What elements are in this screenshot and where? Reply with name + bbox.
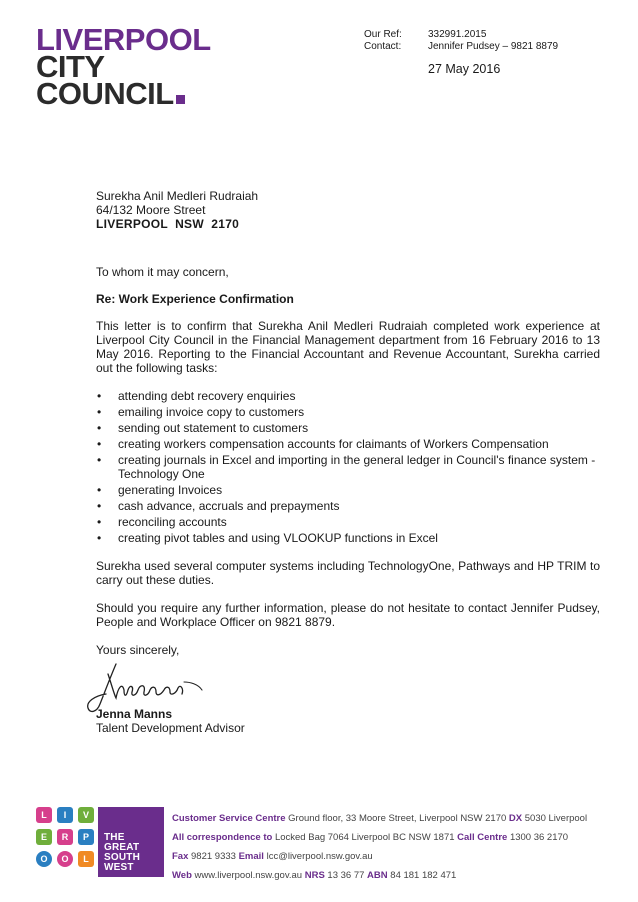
csc-label: Customer Service Centre	[172, 813, 286, 824]
task-text: reconciling accounts	[118, 515, 227, 529]
abn-label: ABN	[367, 870, 388, 881]
list-item	[96, 483, 600, 497]
list-item	[96, 421, 600, 435]
great-south-west-badge	[36, 807, 164, 877]
bullet-icon: •	[97, 483, 102, 497]
badge-tile: L	[36, 807, 52, 823]
bullet-icon: •	[97, 405, 102, 419]
dx-value: 5030 Liverpool	[524, 813, 588, 824]
subject-line: Re: Work Experience Confirmation	[96, 292, 294, 306]
logo-line-city: CITY	[36, 49, 105, 84]
letter-date: 27 May 2016	[428, 62, 501, 76]
task-text: creating workers compensation accounts for claimants of Workers Compensation	[118, 437, 549, 451]
council-logo	[36, 22, 211, 111]
bullet-icon: •	[97, 437, 102, 451]
recipient-address	[96, 189, 258, 231]
csc-value: Ground floor, 33 Moore Street, Liverpool NSW 2170	[288, 813, 507, 824]
contact-value: Jennifer Pudsey – 9821 8879	[428, 41, 559, 52]
badge-tile: E	[36, 829, 52, 845]
fax-value: 9821 9333	[191, 851, 236, 862]
badge-line: SOUTH	[104, 852, 140, 863]
task-text: emailing invoice copy to customers	[118, 405, 305, 419]
badge-tile: V	[78, 807, 94, 823]
nrs-value: 13 36 77	[327, 870, 365, 881]
our-ref-row	[364, 29, 558, 41]
contact-label: Contact:	[364, 41, 402, 52]
signatory-name: Jenna Manns	[96, 707, 173, 721]
salutation: To whom it may concern,	[96, 265, 229, 279]
reference-block	[364, 29, 558, 53]
fax-label: Fax	[172, 851, 189, 862]
bullet-icon: •	[97, 499, 102, 513]
footer-contacts	[172, 809, 587, 885]
systems-paragraph: Surekha used several computer systems including TechnologyOne, Pathways and HP TRIM to carry out these duties.	[96, 559, 600, 587]
dx-label: DX	[508, 813, 523, 824]
intro-paragraph: This letter is to confirm that Surekha Anil Medleri Rudraiah completed work experience at Liverpool City Council in the Financial Management department from 16 February 2016 to 13 May 2016. Reporting to the Financial Accountant and Revenue Accountant, Surekha carried out the following tasks:	[96, 319, 600, 375]
badge-tile: L	[78, 851, 94, 867]
call-value: 1300 36 2170	[509, 832, 569, 843]
web-link[interactable]: www.liverpool.nsw.gov.au	[194, 870, 303, 881]
nrs-label: NRS	[304, 870, 325, 881]
task-list	[96, 389, 600, 545]
logo-line-liverpool: LIVERPOOL	[36, 22, 211, 57]
signatory-title: Talent Development Advisor	[96, 721, 245, 735]
abn-value: 84 181 182 471	[390, 870, 457, 881]
badge-line: THE	[104, 832, 125, 843]
badge-tile: I	[57, 807, 73, 823]
task-text: attending debt recovery enquiries	[118, 389, 296, 403]
bullet-icon: •	[97, 421, 102, 435]
badge-tile: O	[36, 851, 52, 867]
footer-line-correspondence	[172, 828, 587, 847]
task-text: creating journals in Excel and importing in the general ledger in Council's finance system - Technology One	[118, 453, 596, 481]
task-text: creating pivot tables and using VLOOKUP functions in Excel	[118, 531, 438, 545]
logo-line-council-text: COUNCIL	[36, 76, 174, 111]
contact-row	[364, 41, 558, 53]
letter-body	[96, 265, 600, 667]
list-item	[96, 531, 600, 545]
task-text: cash advance, accruals and prepayments	[118, 499, 340, 513]
footer-line-web	[172, 866, 587, 885]
badge-tile: R	[57, 829, 73, 845]
bullet-icon: •	[97, 531, 102, 545]
web-label: Web	[172, 870, 192, 881]
recipient-name: Surekha Anil Medleri Rudraiah	[96, 189, 259, 203]
further-info-paragraph: Should you require any further information, please do not hesitate to contact Jennifer Pudsey, People and Workplace Officer on 9821 8879.	[96, 601, 600, 629]
footer-line-csc	[172, 809, 587, 828]
our-ref-value: 332991.2015	[428, 29, 487, 40]
bullet-icon: •	[97, 515, 102, 529]
corr-label: All correspondence to	[172, 832, 273, 843]
list-item	[96, 499, 600, 513]
badge-text	[104, 833, 140, 873]
list-item	[96, 453, 600, 481]
list-item	[96, 515, 600, 529]
email-label: Email	[238, 851, 264, 862]
badge-tile: O	[57, 851, 73, 867]
bullet-icon: •	[97, 453, 102, 467]
badge-tile: P	[78, 829, 94, 845]
list-item	[96, 437, 600, 451]
recipient-city: LIVERPOOL NSW 2170	[96, 217, 240, 231]
task-text: sending out statement to customers	[118, 421, 309, 435]
our-ref-label: Our Ref:	[364, 29, 402, 40]
badge-line: WEST	[104, 862, 134, 873]
footer-line-fax-email	[172, 847, 587, 866]
closing: Yours sincerely,	[96, 643, 180, 657]
badge-line: GREAT	[104, 842, 140, 853]
bullet-icon: •	[97, 389, 102, 403]
logo-line-council	[36, 76, 211, 111]
recipient-street: 64/132 Moore Street	[96, 203, 206, 217]
list-item	[96, 405, 600, 419]
logo-dot-icon	[176, 95, 185, 104]
list-item	[96, 389, 600, 403]
corr-value: Locked Bag 7064 Liverpool BC NSW 1871	[274, 832, 455, 843]
call-label: Call Centre	[457, 832, 508, 843]
email-link[interactable]: lcc@liverpool.nsw.gov.au	[266, 851, 373, 862]
signoff-block	[96, 707, 245, 735]
task-text: generating Invoices	[118, 483, 223, 497]
